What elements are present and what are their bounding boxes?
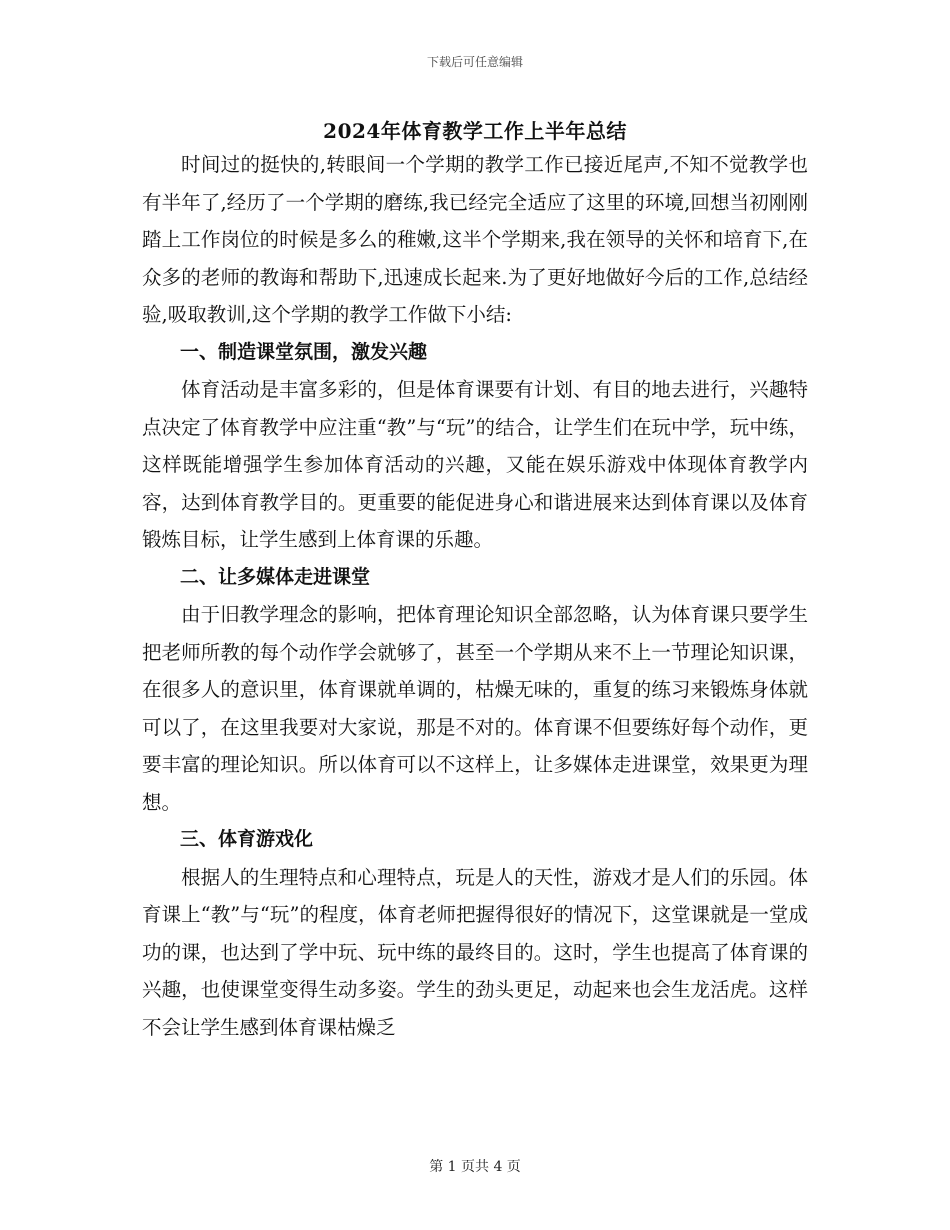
section-paragraph-1: 体育活动是丰富多彩的，但是体育课要有计划、有目的地去进行，兴趣特点决定了体育教学中应注重“教”与“玩”的结合，让学生们在玩中学，玩中练，这样既能增强学生参加体育活动的兴趣，又能在娱乐游戏中体现体育教学内容，达到体育教学目的。更重要的能促进身心和谐进展来达到体育课以及体育锻炼目标，让学生感到上体育课的乐趣。	[142, 378, 808, 551]
intro-paragraph: 时间过的挺快的,转眼间一个学期的教学工作已接近尾声,不知不觉教学也有半年了,经历了一个学期的磨练,我已经完全适应了这里的环境,回想当初刚刚踏上工作岗位的时候是多么的稚嫩,这半个学期来,我在领导的关怀和培育下,在众多的老师的教诲和帮助下,迅速成长起来.为了更好地做好今后的工作,总结经验,吸取教训,这个学期的教学工作做下小结:	[142, 153, 808, 326]
section-heading-1: 一、制造课堂氛围，激发兴趣	[180, 340, 428, 363]
section-heading-3: 三、体育游戏化	[180, 828, 314, 850]
document-body	[142, 146, 808, 1046]
document-title: 2024年体育教学工作上半年总结	[323, 119, 627, 143]
section-paragraph-3: 根据人的生理特点和心理特点，玩是人的天性，游戏才是人们的乐园。体育课上“教”与“玩”的程度，体育老师把握得很好的情况下，这堂课就是一堂成功的课，也达到了学中玩、玩中练的最终目的。这时，学生也提高了体育课的兴趣，也使课堂变得生动多姿。学生的劲头更足，动起来也会生龙活虎。这样不会让学生感到体育课枯燥乏	[142, 865, 808, 1039]
section-paragraph-2: 由于旧教学理念的影响，把体育理论知识全部忽略，认为体育课只要学生把老师所教的每个动作学会就够了，甚至一个学期从来不上一节理论知识课，在很多人的意识里，体育课就单调的，枯燥无味的，重复的练习来锻炼身体就可以了，在这里我要对大家说，那是不对的。体育课不但要练好每个动作，更要丰富的理论知识。所以体育可以不这样上，让多媒体走进课堂，效果更为理想。	[142, 603, 808, 814]
page-header-note: 下载后可任意编辑	[426, 55, 523, 69]
page-number: 第 1 页共 4 页	[429, 1159, 521, 1175]
section-heading-2: 二、让多媒体走进课堂	[180, 565, 371, 588]
